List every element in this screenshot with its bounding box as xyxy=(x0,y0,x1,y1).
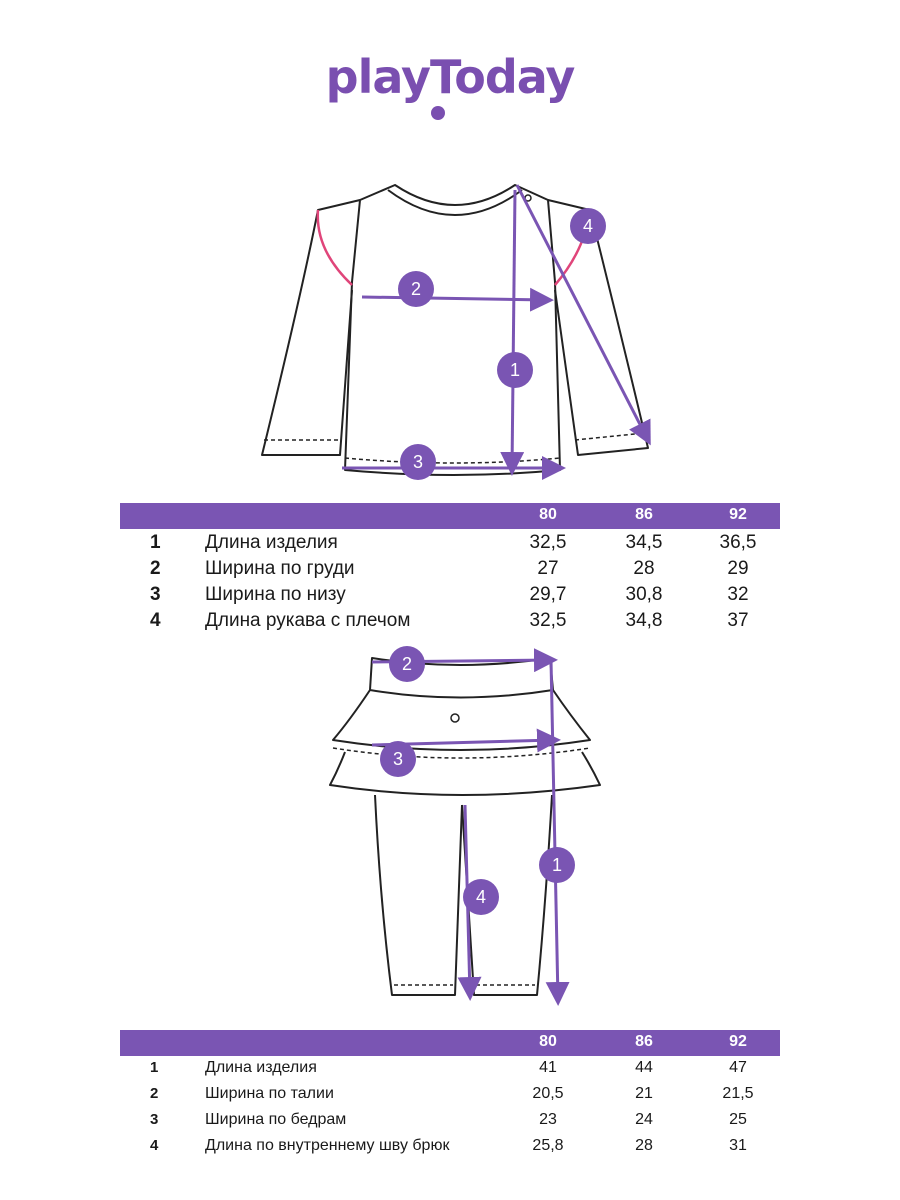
brand-logo: playToday xyxy=(325,50,575,104)
table-row: 3 Ширина по низу 29,7 30,8 32 xyxy=(150,584,749,605)
marker-3: 3 xyxy=(392,749,404,769)
table-row: 2 Ширина по талии 20,5 21 21,5 xyxy=(150,1085,754,1102)
marker-3: 3 xyxy=(412,452,424,472)
logo-dot xyxy=(431,106,445,120)
table-row: 4 Длина рукава с плечом 32,5 34,8 37 xyxy=(150,610,749,631)
marker-1: 1 xyxy=(551,855,563,875)
marker-4: 4 xyxy=(582,216,594,236)
marker-2: 2 xyxy=(410,279,422,299)
marker-4: 4 xyxy=(475,887,487,907)
table-header xyxy=(120,1030,780,1056)
table-row: 2 Ширина по груди 27 28 29 xyxy=(150,558,749,579)
bottom-garment-diagram xyxy=(0,645,900,1010)
table-row: 1 Длина изделия 32,5 34,5 36,5 xyxy=(150,532,757,553)
marker-1: 1 xyxy=(509,360,521,380)
marker-2: 2 xyxy=(401,654,413,674)
size-80-header: 80 xyxy=(539,1033,557,1050)
top-size-table xyxy=(120,503,780,633)
size-92-header: 92 xyxy=(729,506,747,523)
table-row: 1 Длина изделия 41 44 47 xyxy=(150,1059,747,1076)
table-header xyxy=(120,503,780,529)
size-86-header: 86 xyxy=(635,506,653,523)
bottom-size-table xyxy=(120,1030,780,1160)
size-92-header: 92 xyxy=(729,1033,747,1050)
table-row: 4 Длина по внутреннему шву брюк 25,8 28 31 xyxy=(150,1137,747,1154)
size-86-header: 86 xyxy=(635,1033,653,1050)
top-garment-diagram xyxy=(0,150,900,495)
size-80-header: 80 xyxy=(539,506,557,523)
table-row: 3 Ширина по бедрам 23 24 25 xyxy=(150,1111,747,1128)
